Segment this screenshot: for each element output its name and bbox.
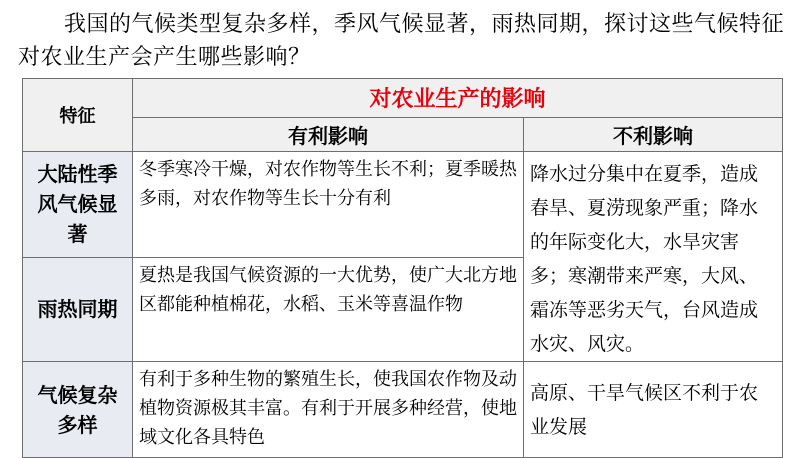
climate-impact-table bbox=[22, 78, 783, 458]
unfavorable-shared: 降水过分集中在夏季，造成春旱、夏涝现象严重；降水的年际变化大，水旱灾害多；寒潮带来严寒，大风、霜冻等恶劣天气，台风造成水灾、风灾。 bbox=[524, 152, 783, 362]
feature-diverse bbox=[23, 362, 133, 458]
unfavorable-header: 不利影响 bbox=[524, 117, 783, 151]
unfavorable-diverse: 高原、干旱气候区不利于农业发展 bbox=[524, 362, 783, 458]
impact-header: 对农业生产的影响 bbox=[133, 79, 783, 118]
question-text: 我国的气候类型复杂多样，季风气候显著，雨热同期，探讨这些气候特征对农业生产会产生哪些影响？ bbox=[18, 12, 785, 70]
feature-rain-heat: 雨热同期 bbox=[23, 257, 133, 361]
feature-monsoon bbox=[23, 152, 133, 258]
favorable-monsoon: 冬季寒冷干燥，对农作物等生长不利；夏季暖热多雨，对农作物等生长十分有利 bbox=[133, 152, 524, 258]
favorable-diverse: 有利于多种生物的繁殖生长，使我国农作物及动植物资源极其丰富。有利于开展多种经营，使地域文化各具特色 bbox=[133, 362, 524, 458]
feature-monsoon-label: 大陆性季风气候显著 bbox=[37, 162, 118, 247]
feature-diverse-label: 气候复杂多样 bbox=[37, 382, 118, 437]
favorable-header: 有利影响 bbox=[133, 117, 524, 151]
favorable-rain-heat: 夏热是我国气候资源的一大优势，使广大北方地区都能种植棉花，水稻、玉米等喜温作物 bbox=[133, 257, 524, 361]
feature-header: 特征 bbox=[23, 79, 133, 152]
